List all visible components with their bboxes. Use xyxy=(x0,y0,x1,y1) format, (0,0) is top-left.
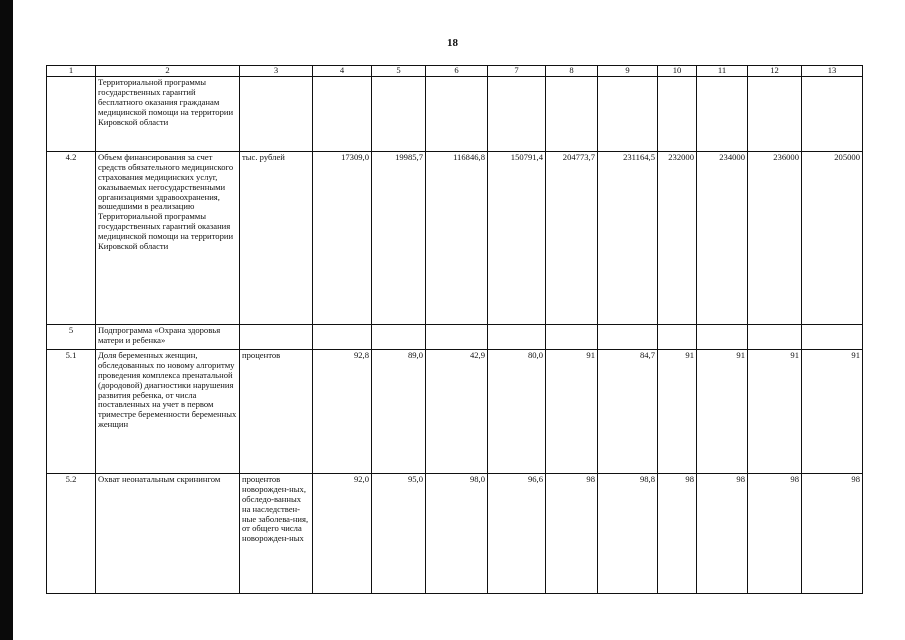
table-row xyxy=(47,77,863,152)
value-cell: 98 xyxy=(802,474,863,594)
value-cell xyxy=(697,325,748,350)
value-cell: 150791,4 xyxy=(488,152,546,325)
value-cell: 92,8 xyxy=(313,350,372,474)
value-cell xyxy=(372,325,426,350)
column-number-header: 10 xyxy=(658,66,697,77)
value-cell: 231164,5 xyxy=(598,152,658,325)
value-cell: 234000 xyxy=(697,152,748,325)
value-cell xyxy=(488,325,546,350)
value-cell xyxy=(546,325,598,350)
value-cell xyxy=(372,77,426,152)
value-cell: 91 xyxy=(802,350,863,474)
column-number-row xyxy=(47,66,863,77)
column-number-header: 4 xyxy=(313,66,372,77)
indicators-table xyxy=(46,65,863,594)
value-cell xyxy=(313,77,372,152)
scan-edge-bar xyxy=(0,0,13,640)
row-number-cell: 5.2 xyxy=(47,474,96,594)
value-cell: 116846,8 xyxy=(426,152,488,325)
indicator-name-cell: Доля беременных женщин, обследованных по новому алгоритму проведения комплекса пренатальной (дородовой) диагностики нарушения развития ребенка, от числа поставленных на учет в первом триместре беременности беременных женщин xyxy=(96,350,240,474)
page-number: 18 xyxy=(447,37,458,49)
value-cell: 19985,7 xyxy=(372,152,426,325)
value-cell xyxy=(426,325,488,350)
value-cell: 204773,7 xyxy=(546,152,598,325)
column-number-header: 7 xyxy=(488,66,546,77)
value-cell: 91 xyxy=(748,350,802,474)
value-cell xyxy=(697,77,748,152)
value-cell: 42,9 xyxy=(426,350,488,474)
value-cell xyxy=(488,77,546,152)
value-cell xyxy=(426,77,488,152)
value-cell: 95,0 xyxy=(372,474,426,594)
row-number-cell: 5 xyxy=(47,325,96,350)
value-cell: 89,0 xyxy=(372,350,426,474)
value-cell: 92,0 xyxy=(313,474,372,594)
value-cell xyxy=(598,325,658,350)
value-cell: 232000 xyxy=(658,152,697,325)
unit-cell xyxy=(240,325,313,350)
value-cell: 98 xyxy=(658,474,697,594)
value-cell: 98,0 xyxy=(426,474,488,594)
table-row xyxy=(47,350,863,474)
value-cell xyxy=(802,77,863,152)
value-cell: 91 xyxy=(546,350,598,474)
indicator-name-cell: Объем финансирования за счет средств обязательного медицинского страхования медицинских услуг, оказываемых негосударственными организациями здравоохранения, вошедшими в реализацию Территориальной программы государственных гарантий оказания медицинской помощи на территории Кировской области xyxy=(96,152,240,325)
column-number-header: 2 xyxy=(96,66,240,77)
indicator-name-cell: Охват неонатальным скринингом xyxy=(96,474,240,594)
value-cell xyxy=(313,325,372,350)
column-number-header: 12 xyxy=(748,66,802,77)
column-number-header: 1 xyxy=(47,66,96,77)
value-cell xyxy=(546,77,598,152)
value-cell: 96,6 xyxy=(488,474,546,594)
indicator-name-cell: Подпрограмма «Охрана здоровья матери и ребенка» xyxy=(96,325,240,350)
value-cell: 80,0 xyxy=(488,350,546,474)
value-cell xyxy=(748,77,802,152)
value-cell: 205000 xyxy=(802,152,863,325)
unit-cell: процентов новорожден-ных, обследо-ванных на наследствен-ные заболева-ния, от общего числа новорожден-ных xyxy=(240,474,313,594)
value-cell: 236000 xyxy=(748,152,802,325)
table-row xyxy=(47,152,863,325)
value-cell: 91 xyxy=(658,350,697,474)
value-cell: 98,8 xyxy=(598,474,658,594)
column-number-header: 11 xyxy=(697,66,748,77)
row-number-cell: 4.2 xyxy=(47,152,96,325)
indicator-name-cell: Территориальной программы государственных гарантий бесплатного оказания гражданам медицинской помощи на территории Кировской области xyxy=(96,77,240,152)
value-cell xyxy=(748,325,802,350)
column-number-header: 6 xyxy=(426,66,488,77)
value-cell: 98 xyxy=(748,474,802,594)
table-row xyxy=(47,325,863,350)
unit-cell: тыс. рублей xyxy=(240,152,313,325)
unit-cell xyxy=(240,77,313,152)
value-cell: 17309,0 xyxy=(313,152,372,325)
row-number-cell: 5.1 xyxy=(47,350,96,474)
row-number-cell xyxy=(47,77,96,152)
value-cell xyxy=(802,325,863,350)
value-cell xyxy=(658,325,697,350)
column-number-header: 3 xyxy=(240,66,313,77)
unit-cell: процентов xyxy=(240,350,313,474)
column-number-header: 9 xyxy=(598,66,658,77)
table-row xyxy=(47,474,863,594)
value-cell xyxy=(598,77,658,152)
column-number-header: 8 xyxy=(546,66,598,77)
value-cell: 98 xyxy=(697,474,748,594)
value-cell: 84,7 xyxy=(598,350,658,474)
column-number-header: 13 xyxy=(802,66,863,77)
value-cell: 91 xyxy=(697,350,748,474)
value-cell: 98 xyxy=(546,474,598,594)
value-cell xyxy=(658,77,697,152)
column-number-header: 5 xyxy=(372,66,426,77)
